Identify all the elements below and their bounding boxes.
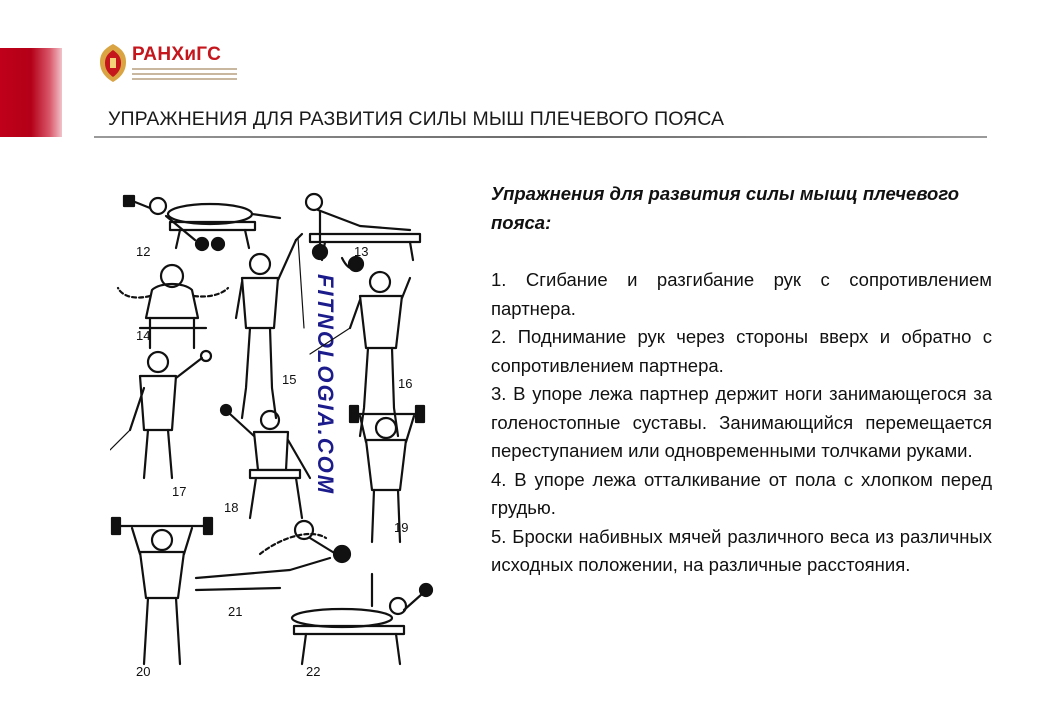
- figure-label-20: 20: [136, 664, 151, 679]
- exercise-figure-12: [124, 196, 280, 250]
- ranepa-logo: [96, 42, 246, 86]
- watermark-text: [313, 274, 338, 495]
- figure-label-17: 17: [172, 484, 187, 499]
- accent-bar: [0, 48, 62, 137]
- figure-label-14: 14: [136, 328, 151, 343]
- page-title: УПРАЖНЕНИЯ ДЛЯ РАЗВИТИЯ СИЛЫ МЫШ ПЛЕЧЕВОГО ПОЯСА: [108, 108, 725, 130]
- exercise-figure-21: [196, 521, 350, 590]
- figure-label-18: 18: [224, 500, 239, 515]
- figure-label-15: 15: [282, 372, 297, 387]
- emblem-icon: [96, 42, 130, 84]
- figure-label-12: 12: [136, 244, 151, 259]
- list-item-3: 3. В упоре лежа партнер держит ноги занимающегося за голеностопные суставы. Занимающийся перемещается переступанием или одновременными толчками руками.: [491, 383, 992, 461]
- exercise-figure-15: [236, 234, 304, 418]
- exercise-figure-22: [292, 574, 432, 664]
- logo-text: РАНХиГС: [132, 44, 222, 65]
- figure-label-21: 21: [228, 604, 243, 619]
- figure-label-13: 13: [354, 244, 369, 259]
- list-subtitle: Упражнения для развития силы мышц плечевого пояса:: [491, 183, 960, 233]
- exercise-list: [491, 180, 992, 580]
- list-item-1: 1. Сгибание и разгибание рук с сопротивлением партнера.: [491, 269, 992, 319]
- exercise-figure-14: [118, 265, 228, 348]
- exercise-figure-17: [110, 351, 211, 478]
- exercise-figure-13: [306, 194, 420, 271]
- logo-subtitle-lines: [132, 68, 237, 83]
- figure-label-16: 16: [398, 376, 413, 391]
- list-item-5: 5. Броски набивных мячей различного веса из различных исходных положении, на различные расстояния.: [491, 525, 992, 575]
- svg-text:FITNOLOGIA.COM: FITNOLOGIA.COM: [313, 274, 338, 496]
- figure-label-19: 19: [394, 520, 409, 535]
- list-item-4: 4. В упоре лежа отталкивание от пола с хлопком перед грудью.: [491, 468, 992, 518]
- title-divider: [94, 136, 987, 138]
- list-item-2: 2. Поднимание рук через стороны вверх и обратно с сопротивлением партнера.: [491, 326, 992, 376]
- figure-label-22: 22: [306, 664, 321, 679]
- exercise-illustration: [110, 178, 480, 683]
